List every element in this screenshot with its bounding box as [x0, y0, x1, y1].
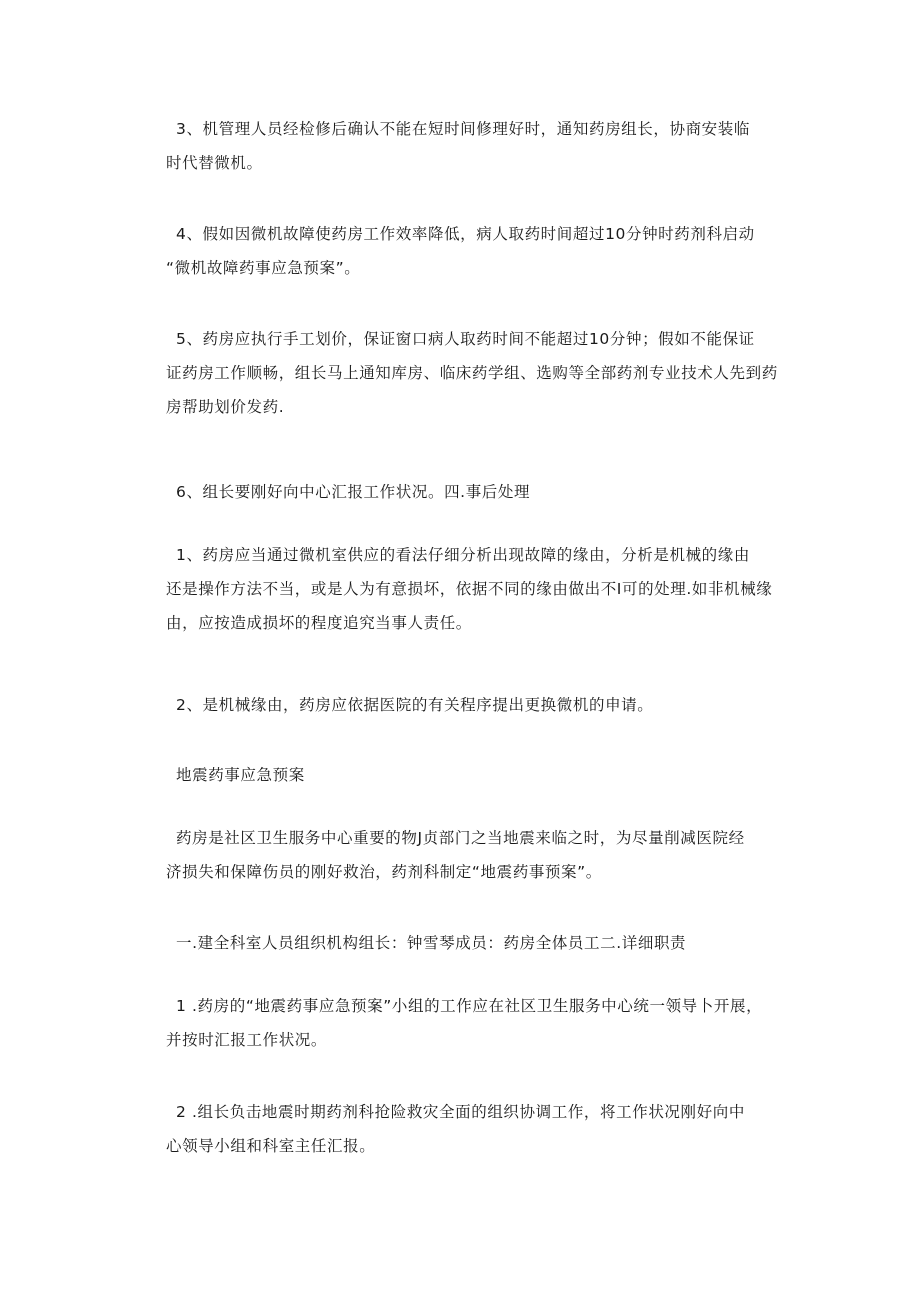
- text-line: 济损失和保障伤员的刚好救治，药剂科制定“地震药事预案”。: [166, 863, 602, 881]
- text-line: 时代替微机。: [166, 154, 263, 172]
- paragraph-organization: [168, 926, 780, 960]
- text-line: 4、假如因微机故障使药房工作效率降低，病人取药时间超过10分钟时药剂科启动: [176, 225, 755, 243]
- text-line: 房帮助划价发药.: [166, 398, 285, 416]
- paragraph-pharmacy-intro: [168, 821, 780, 889]
- text-line: 由，应按造成损坏的程度追究当事人责任。: [166, 614, 472, 632]
- section-heading-earthquake-plan: [168, 758, 780, 792]
- text-line: 心领导小组和科室主任汇报。: [166, 1137, 376, 1155]
- paragraph-item-1-analysis: [168, 538, 780, 640]
- text-line: 药房是社区卫生服务中心重要的物J贞部门之当地震来临之时，为尽量削减医院经: [176, 829, 745, 847]
- text-line: 并按时汇报工作状况。: [166, 1031, 328, 1049]
- text-line: 6、组长要刚好向中心汇报工作状况。四.事后处理: [176, 483, 531, 501]
- paragraph-item-2-replace: [168, 688, 780, 722]
- text-line: 1、药房应当通过微机室供应的看法仔细分析出现故障的缘由，分析是机械的缘由: [176, 546, 750, 564]
- paragraph-item-5-manual-pricing: [168, 322, 780, 424]
- paragraph-item-6-report: [168, 475, 780, 509]
- text-line: 地震药事应急预案: [176, 766, 305, 784]
- paragraph-item-3-machine-repair: [168, 112, 780, 180]
- paragraph-duty-2: [168, 1095, 780, 1163]
- paragraph-duty-1: [168, 989, 780, 1057]
- text-line: 2 .组长负击地震时期药剂科抢险救灾全面的组织协调工作，将工作状况刚好向中: [176, 1103, 745, 1121]
- text-line: 还是操作方法不当，或是人为有意损坏，依据不同的缘由做出不I可的处理.如非机械缘: [166, 580, 773, 598]
- text-line: 证药房工作顺畅，组长马上通知库房、临床药学组、选购等全部药剂专业技术人先到药: [166, 364, 778, 382]
- text-line: 3、机管理人员经检修后确认不能在短时间修理好时，通知药房组长，协商安装临: [176, 120, 750, 138]
- paragraph-item-4-efficiency: [168, 217, 780, 285]
- text-line: 一.建全科室人员组织机构组长：钟雪琴成员：药房全体员工二.详细职责: [176, 934, 687, 952]
- text-line: “微机故障药事应急预案”。: [166, 259, 361, 277]
- text-line: 5、药房应执行手工划价，保证窗口病人取药时间不能超过10分钟；假如不能保证: [176, 330, 755, 348]
- text-line: 2、是机械缘由，药房应依据医院的有关程序提出更换微机的申请。: [176, 696, 654, 714]
- text-line: 1 .药房的“地震药事应急预案”小组的工作应在社区卫生服务中心统一领导卜开展，: [176, 997, 763, 1015]
